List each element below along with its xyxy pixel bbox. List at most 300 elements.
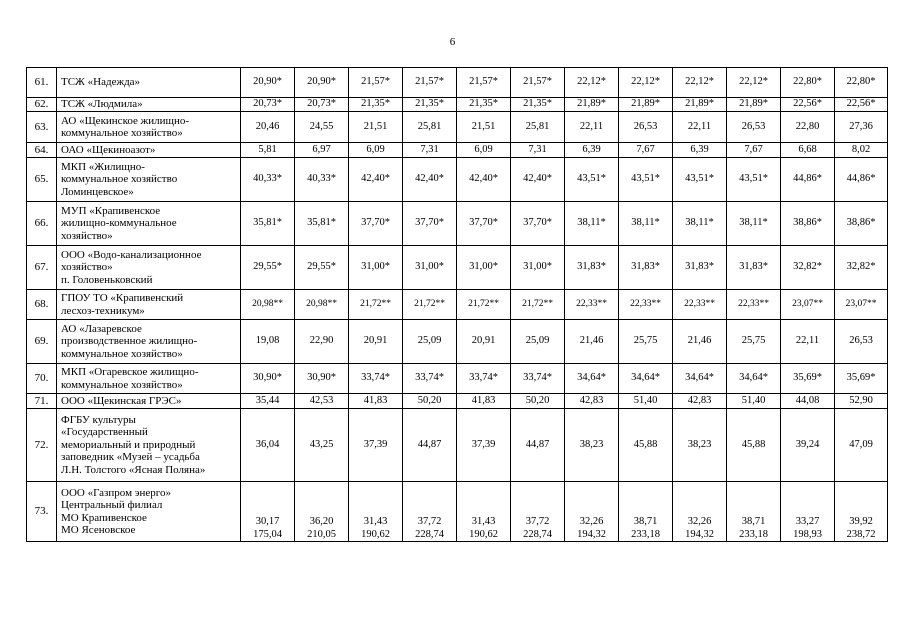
tariff-value bbox=[349, 68, 403, 98]
tariff-value-line: 22,80* bbox=[846, 76, 876, 88]
tariff-value bbox=[565, 409, 619, 482]
tariff-value-line: 22,80* bbox=[793, 76, 822, 88]
organization-name bbox=[57, 364, 241, 394]
tariff-value-line: 23,07** bbox=[845, 299, 877, 310]
row-number: 63. bbox=[27, 112, 57, 143]
table-row bbox=[27, 320, 888, 364]
tariff-value-line: 37,70* bbox=[523, 217, 552, 229]
tariff-value-line: 21,35* bbox=[361, 98, 390, 110]
tariff-value bbox=[835, 394, 888, 409]
tariff-value-line: 35,81* bbox=[307, 217, 336, 229]
tariff-value bbox=[673, 112, 727, 143]
tariff-value bbox=[295, 202, 349, 246]
tariff-value bbox=[727, 98, 781, 112]
tariff-value-line: 210,05 bbox=[307, 528, 336, 540]
tariff-value bbox=[673, 158, 727, 202]
tariff-value bbox=[403, 158, 457, 202]
tariff-value-line: 21,72** bbox=[414, 299, 445, 310]
tariff-value bbox=[457, 112, 511, 143]
tariff-value bbox=[727, 394, 781, 409]
tariff-value bbox=[565, 112, 619, 143]
tariff-value-line: 32,26 bbox=[687, 516, 712, 527]
tariff-value-line: 51,40 bbox=[741, 394, 766, 406]
tariff-value-line: 34,64* bbox=[739, 372, 768, 384]
tariff-value-line: 32,82* bbox=[846, 261, 876, 273]
tariff-value bbox=[619, 290, 673, 320]
tariff-value bbox=[457, 394, 511, 409]
tariff-value bbox=[781, 143, 835, 158]
tariff-value bbox=[295, 409, 349, 482]
tariff-value-line: 40,33* bbox=[253, 173, 282, 185]
tariff-value-line: 5,81 bbox=[258, 143, 277, 155]
tariff-value-line: 6,97 bbox=[312, 143, 331, 155]
tariff-value-line: 40,33* bbox=[307, 173, 336, 185]
tariff-value bbox=[619, 320, 673, 364]
tariff-value-line: 25,09 bbox=[525, 335, 550, 347]
tariff-value-line: 194,32 bbox=[577, 528, 606, 540]
table-row bbox=[27, 364, 888, 394]
tariff-value bbox=[835, 202, 888, 246]
tariff-value-line: 21,89* bbox=[739, 98, 768, 110]
organization-name-line: ФГБУ культуры bbox=[61, 413, 136, 426]
tariff-value-line: 22,33** bbox=[684, 299, 715, 310]
tariff-value bbox=[565, 143, 619, 158]
tariff-value-line: 44,08 bbox=[795, 394, 820, 406]
tariff-value-line: 6,09 bbox=[474, 143, 493, 155]
tariff-value bbox=[619, 68, 673, 98]
tariff-value bbox=[349, 143, 403, 158]
page-number: 6 bbox=[449, 36, 456, 48]
tariff-value-line: 25,75 bbox=[741, 335, 766, 347]
tariff-value bbox=[457, 202, 511, 246]
row-number: 72. bbox=[27, 409, 57, 482]
tariff-value bbox=[835, 98, 888, 112]
tariff-value-line: 21,35* bbox=[523, 98, 552, 110]
tariff-value-line: 35,69* bbox=[846, 372, 876, 384]
tariff-value bbox=[565, 202, 619, 246]
tariff-value bbox=[511, 290, 565, 320]
tariff-value bbox=[241, 482, 295, 542]
tariff-value bbox=[457, 143, 511, 158]
tariff-value-line: 7,67 bbox=[636, 143, 655, 155]
tariff-value bbox=[349, 409, 403, 482]
tariff-value bbox=[511, 320, 565, 364]
tariff-value-line: 233,18 bbox=[631, 528, 660, 540]
tariff-value bbox=[673, 409, 727, 482]
tariff-value-line: 43,51* bbox=[577, 173, 606, 185]
tariff-value bbox=[619, 158, 673, 202]
tariff-value bbox=[403, 68, 457, 98]
tariff-value-line: 51,40 bbox=[633, 394, 658, 406]
tariff-value-line: 20,98** bbox=[306, 299, 337, 310]
tariff-value-line: 25,81 bbox=[417, 120, 442, 132]
tariff-value bbox=[781, 158, 835, 202]
organization-name-line: производственное жилищно- bbox=[61, 335, 198, 348]
organization-name-line: коммунальное хозяйство» bbox=[61, 347, 183, 360]
tariff-value bbox=[781, 394, 835, 409]
tariff-value bbox=[295, 98, 349, 112]
tariff-value-line: 228,74 bbox=[523, 528, 552, 540]
organization-name-line: коммунальное хозяйство bbox=[61, 173, 178, 186]
tariff-value-line: 24,55 bbox=[309, 120, 334, 132]
tariff-value-line: 27,36 bbox=[849, 120, 873, 132]
tariff-value bbox=[565, 364, 619, 394]
organization-name-line: Л.Н. Толстого «Ясная Поляна» bbox=[61, 463, 206, 476]
organization-name bbox=[57, 320, 241, 364]
tariff-value bbox=[673, 202, 727, 246]
organization-name-line: ООО «Газпром энерго» bbox=[61, 486, 172, 499]
tariff-value bbox=[349, 112, 403, 143]
tariff-value-line: 21,46 bbox=[579, 335, 604, 347]
tariff-value-line: 37,72 bbox=[525, 516, 550, 527]
tariff-value-line: 21,89* bbox=[577, 98, 606, 110]
tariff-value bbox=[835, 112, 888, 143]
tariff-value-line: 22,33** bbox=[630, 299, 661, 310]
tariff-value bbox=[727, 143, 781, 158]
tariff-value-line: 33,74* bbox=[469, 372, 498, 384]
tariff-value-line: 238,72 bbox=[846, 528, 876, 540]
tariff-value-line: 36,20 bbox=[309, 516, 334, 527]
tariff-value-line: 39,24 bbox=[795, 438, 820, 450]
tariff-value bbox=[619, 246, 673, 290]
tariff-value bbox=[349, 364, 403, 394]
organization-name bbox=[57, 68, 241, 98]
tariff-value-line: 20,98** bbox=[252, 299, 283, 310]
tariff-value bbox=[457, 290, 511, 320]
tariff-value bbox=[619, 364, 673, 394]
tariff-value-line: 22,56* bbox=[793, 98, 822, 110]
tariff-value bbox=[295, 158, 349, 202]
tariff-value bbox=[835, 409, 888, 482]
tariff-value-line: 38,11* bbox=[739, 217, 768, 229]
tariff-value-line: 20,91 bbox=[471, 335, 496, 347]
tariff-value bbox=[727, 68, 781, 98]
tariff-value bbox=[727, 320, 781, 364]
organization-name bbox=[57, 409, 241, 482]
tariff-value bbox=[727, 409, 781, 482]
tariff-value-line: 43,51* bbox=[631, 173, 660, 185]
organization-name-line: ОАО «Щекиноазот» bbox=[61, 143, 156, 156]
tariff-value bbox=[457, 98, 511, 112]
tariff-value-line: 50,20 bbox=[417, 394, 442, 406]
tariff-value-line: 20,73* bbox=[307, 98, 336, 110]
organization-name bbox=[57, 202, 241, 246]
tariff-value bbox=[241, 112, 295, 143]
organization-name-line: ООО «Водо-канализационное bbox=[61, 248, 202, 261]
tariff-value-line: 31,00* bbox=[415, 261, 444, 273]
organization-name-line: ТСЖ «Надежда» bbox=[61, 76, 141, 89]
row-number: 67. bbox=[27, 246, 57, 290]
tariff-value bbox=[403, 409, 457, 482]
tariff-value bbox=[511, 202, 565, 246]
organization-name-line: Центральный филиал bbox=[61, 499, 163, 511]
tariff-value bbox=[673, 246, 727, 290]
tariff-value-line: 22,12* bbox=[739, 76, 768, 88]
organization-name-line: мемориальный и природный bbox=[61, 438, 196, 451]
row-number: 68. bbox=[27, 290, 57, 320]
tariff-value bbox=[727, 202, 781, 246]
table-row bbox=[27, 246, 888, 290]
tariff-value-line: 19,08 bbox=[255, 335, 280, 347]
tariff-value bbox=[511, 409, 565, 482]
tariff-value-line: 30,90* bbox=[307, 372, 336, 384]
tariff-value-line: 6,39 bbox=[690, 143, 709, 155]
tariff-value-line: 32,26 bbox=[579, 516, 604, 527]
tariff-value bbox=[727, 290, 781, 320]
tariff-value bbox=[349, 320, 403, 364]
tariff-value bbox=[727, 158, 781, 202]
tariff-value bbox=[349, 290, 403, 320]
tariff-value bbox=[457, 320, 511, 364]
tariff-value bbox=[727, 246, 781, 290]
tariff-value-line: 31,43 bbox=[363, 516, 388, 527]
row-number: 62. bbox=[27, 98, 57, 112]
tariff-value-line: 38,23 bbox=[687, 438, 712, 450]
tariff-value-line: 25,81 bbox=[525, 120, 550, 132]
tariff-value-line: 41,83 bbox=[471, 394, 496, 406]
organization-name bbox=[57, 290, 241, 320]
tariff-value-line: 43,25 bbox=[309, 438, 334, 450]
tariff-value bbox=[619, 394, 673, 409]
tariff-value-line: 37,70* bbox=[361, 217, 390, 229]
tariff-value bbox=[349, 158, 403, 202]
tariff-value bbox=[403, 320, 457, 364]
tariff-value bbox=[835, 482, 888, 542]
table-row bbox=[27, 158, 888, 202]
tariff-table bbox=[26, 67, 888, 542]
tariff-value-line: 33,74* bbox=[361, 372, 390, 384]
tariff-value-line: 25,75 bbox=[633, 335, 658, 347]
tariff-value-line: 35,69* bbox=[793, 372, 822, 384]
tariff-value bbox=[403, 202, 457, 246]
tariff-value-line: 26,53 bbox=[741, 120, 766, 132]
tariff-value bbox=[349, 98, 403, 112]
tariff-value-line: 21,57* bbox=[523, 76, 552, 88]
tariff-value bbox=[835, 158, 888, 202]
tariff-value-line: 44,86* bbox=[793, 173, 822, 185]
tariff-value bbox=[241, 98, 295, 112]
organization-name bbox=[57, 143, 241, 158]
organization-name-line: хозяйство» bbox=[61, 261, 113, 274]
row-number: 73. bbox=[27, 482, 57, 542]
tariff-value-line: 42,83 bbox=[579, 394, 604, 406]
tariff-value bbox=[781, 112, 835, 143]
tariff-value-line: 37,70* bbox=[469, 217, 498, 229]
tariff-value-line: 6,39 bbox=[582, 143, 601, 155]
tariff-value-line: 22,11 bbox=[579, 120, 604, 132]
tariff-value-line: 22,11 bbox=[795, 335, 820, 347]
tariff-value-line: 21,89* bbox=[631, 98, 660, 110]
row-number: 69. bbox=[27, 320, 57, 364]
table-row bbox=[27, 290, 888, 320]
tariff-value bbox=[781, 320, 835, 364]
row-number: 66. bbox=[27, 202, 57, 246]
tariff-value-line: 22,12* bbox=[631, 76, 660, 88]
tariff-value-line: 21,35* bbox=[469, 98, 498, 110]
tariff-value-line: 29,55* bbox=[307, 261, 336, 273]
tariff-value bbox=[295, 143, 349, 158]
row-number: 65. bbox=[27, 158, 57, 202]
tariff-value-line: 20,90* bbox=[307, 76, 336, 88]
tariff-value bbox=[457, 482, 511, 542]
organization-name-line: коммунальное хозяйство» bbox=[61, 378, 183, 391]
tariff-value-line: 36,04 bbox=[255, 438, 280, 450]
tariff-value bbox=[295, 394, 349, 409]
organization-name bbox=[57, 98, 241, 112]
tariff-value bbox=[457, 364, 511, 394]
tariff-value bbox=[673, 290, 727, 320]
row-number: 70. bbox=[27, 364, 57, 394]
table-row bbox=[27, 202, 888, 246]
tariff-value-line: 33,74* bbox=[523, 372, 552, 384]
tariff-value-line: 20,91 bbox=[363, 335, 388, 347]
tariff-value-line: 34,64* bbox=[685, 372, 714, 384]
organization-name-line: п. Головеньковский bbox=[61, 273, 153, 286]
tariff-value-line: 21,35* bbox=[415, 98, 444, 110]
table-row bbox=[27, 143, 888, 158]
tariff-value-line: 190,62 bbox=[361, 528, 390, 540]
tariff-value bbox=[457, 409, 511, 482]
tariff-value bbox=[565, 68, 619, 98]
tariff-value-line: 25,09 bbox=[417, 335, 442, 347]
tariff-value bbox=[295, 364, 349, 394]
tariff-value bbox=[403, 246, 457, 290]
tariff-value-line: 37,70* bbox=[415, 217, 444, 229]
tariff-value-line: 22,12* bbox=[685, 76, 714, 88]
tariff-value bbox=[781, 68, 835, 98]
tariff-value bbox=[241, 202, 295, 246]
tariff-value-line: 23,07** bbox=[792, 299, 823, 310]
tariff-value-line: 43,51* bbox=[739, 173, 768, 185]
tariff-value-line: 33,27 bbox=[795, 516, 820, 527]
tariff-value-line: 228,74 bbox=[415, 528, 444, 540]
tariff-value bbox=[349, 246, 403, 290]
organization-name-line: АО «Лазаревское bbox=[61, 322, 142, 335]
tariff-value-line: 198,93 bbox=[793, 528, 822, 540]
tariff-value-line: 33,74* bbox=[415, 372, 444, 384]
tariff-value-line: 26,53 bbox=[633, 120, 658, 132]
tariff-value bbox=[565, 320, 619, 364]
tariff-value-line: 22,90 bbox=[309, 335, 334, 347]
tariff-value bbox=[511, 143, 565, 158]
tariff-value bbox=[295, 112, 349, 143]
tariff-value bbox=[835, 364, 888, 394]
tariff-value bbox=[619, 482, 673, 542]
organization-name-line: коммунальное хозяйство» bbox=[61, 127, 183, 139]
tariff-value-line: 21,57* bbox=[415, 76, 444, 88]
tariff-value-line: 7,67 bbox=[744, 143, 763, 155]
tariff-value-line: 6,68 bbox=[798, 143, 817, 155]
tariff-value bbox=[403, 112, 457, 143]
tariff-value bbox=[295, 320, 349, 364]
tariff-value-line: 233,18 bbox=[739, 528, 768, 540]
tariff-value-line: 26,53 bbox=[849, 335, 873, 347]
tariff-value-line: 30,17 bbox=[255, 516, 280, 527]
tariff-value bbox=[565, 394, 619, 409]
tariff-value-line: 45,88 bbox=[741, 438, 766, 450]
organization-name bbox=[57, 394, 241, 409]
tariff-value-line: 31,83* bbox=[685, 261, 714, 273]
tariff-value bbox=[835, 320, 888, 364]
tariff-value-line: 21,89* bbox=[685, 98, 714, 110]
tariff-value bbox=[565, 98, 619, 112]
tariff-value-line: 38,71 bbox=[633, 516, 658, 527]
tariff-value bbox=[349, 482, 403, 542]
tariff-value bbox=[781, 482, 835, 542]
tariff-value bbox=[511, 246, 565, 290]
tariff-value bbox=[295, 68, 349, 98]
row-number: 71. bbox=[27, 394, 57, 409]
tariff-value bbox=[241, 246, 295, 290]
tariff-value bbox=[403, 364, 457, 394]
tariff-value-line: 45,88 bbox=[633, 438, 658, 450]
tariff-value bbox=[781, 409, 835, 482]
tariff-value bbox=[241, 320, 295, 364]
tariff-value-line: 35,44 bbox=[255, 394, 280, 406]
organization-name-line: жилищно-коммунальное bbox=[61, 217, 177, 230]
tariff-value bbox=[835, 143, 888, 158]
organization-name bbox=[57, 158, 241, 202]
tariff-value bbox=[511, 98, 565, 112]
tariff-value-line: 34,64* bbox=[631, 372, 660, 384]
tariff-value bbox=[727, 364, 781, 394]
tariff-value-line: 31,00* bbox=[361, 261, 390, 273]
tariff-value bbox=[511, 68, 565, 98]
tariff-value bbox=[835, 290, 888, 320]
tariff-value-line: 38,23 bbox=[579, 438, 604, 450]
tariff-value-line: 21,51 bbox=[471, 120, 496, 132]
organization-name-line: лесхоз-техникум» bbox=[61, 304, 145, 317]
tariff-value bbox=[673, 143, 727, 158]
tariff-value-line: 175,04 bbox=[253, 528, 282, 540]
row-number: 61. bbox=[27, 68, 57, 98]
tariff-value bbox=[619, 143, 673, 158]
tariff-value bbox=[511, 394, 565, 409]
tariff-value-line: 21,57* bbox=[469, 76, 498, 88]
tariff-value-line: 37,72 bbox=[417, 516, 442, 527]
tariff-value-line: 42,83 bbox=[687, 394, 712, 406]
tariff-value-line: 50,20 bbox=[525, 394, 550, 406]
tariff-value bbox=[565, 482, 619, 542]
table-row bbox=[27, 98, 888, 112]
organization-name bbox=[57, 246, 241, 290]
tariff-value bbox=[835, 246, 888, 290]
tariff-value-line: 35,81* bbox=[253, 217, 282, 229]
tariff-value bbox=[727, 482, 781, 542]
tariff-value-line: 31,43 bbox=[471, 516, 496, 527]
organization-name-line: МО Ясеновское bbox=[61, 524, 136, 536]
tariff-value bbox=[673, 320, 727, 364]
tariff-value bbox=[403, 482, 457, 542]
tariff-value-line: 31,83* bbox=[739, 261, 768, 273]
tariff-value bbox=[565, 246, 619, 290]
tariff-value-line: 38,11* bbox=[685, 217, 714, 229]
tariff-value-line: 22,12* bbox=[577, 76, 606, 88]
tariff-value-line: 43,51* bbox=[685, 173, 714, 185]
tariff-value bbox=[619, 112, 673, 143]
tariff-value-line: 31,00* bbox=[523, 261, 552, 273]
tariff-value-line: 47,09 bbox=[849, 438, 873, 450]
tariff-value-line: 44,87 bbox=[417, 438, 442, 450]
organization-name bbox=[57, 482, 241, 542]
tariff-value bbox=[349, 394, 403, 409]
tariff-value-line: 20,73* bbox=[253, 98, 282, 110]
tariff-value bbox=[457, 158, 511, 202]
tariff-value bbox=[241, 143, 295, 158]
tariff-value-line: 7,31 bbox=[528, 143, 547, 155]
tariff-value-line: 30,90* bbox=[253, 372, 282, 384]
tariff-value-line: 42,53 bbox=[309, 394, 334, 406]
